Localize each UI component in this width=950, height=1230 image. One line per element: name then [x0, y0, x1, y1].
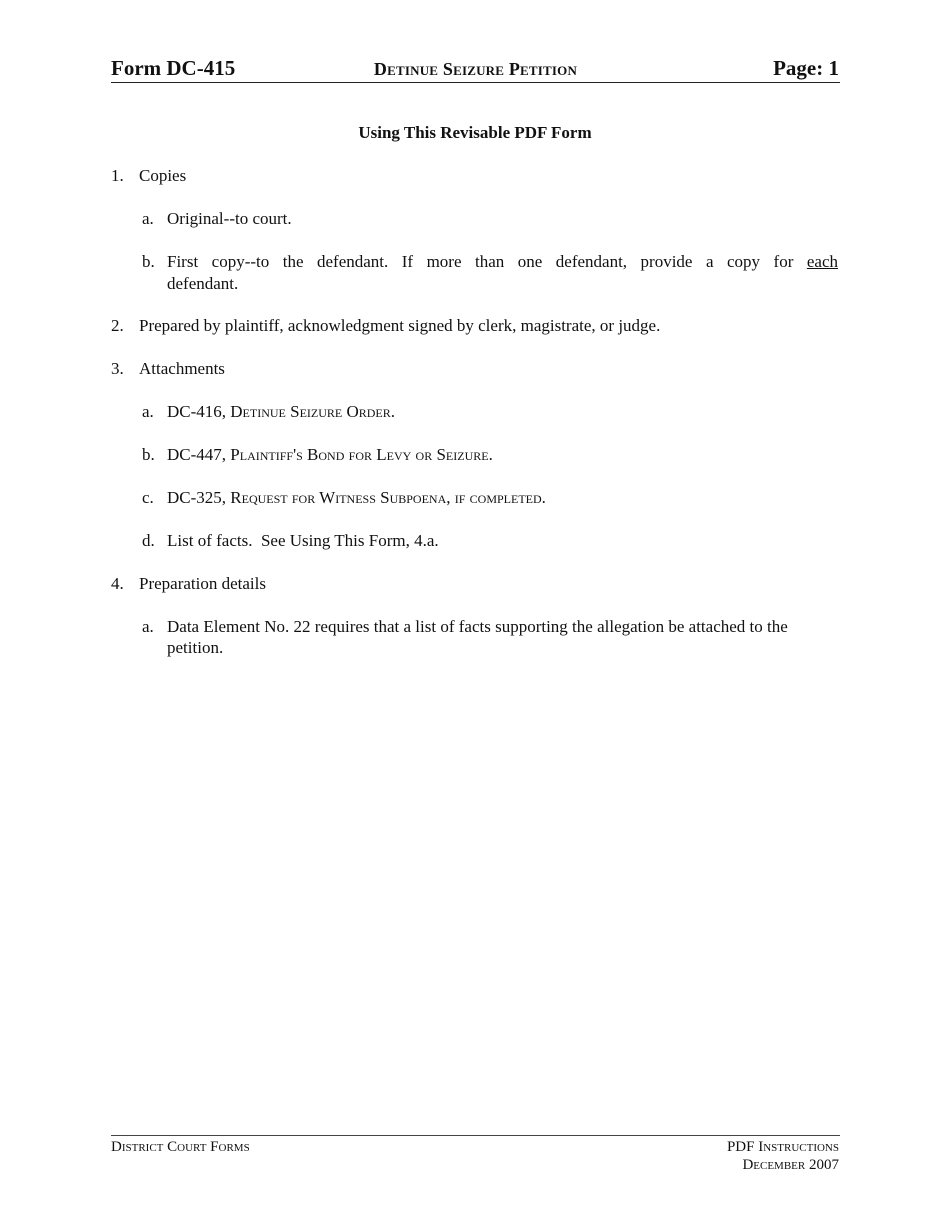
sublist-item-text: Original--to court. [167, 209, 292, 228]
attachment-item [167, 444, 493, 466]
attachment-item [167, 487, 546, 509]
page-number: Page: 1 [773, 56, 839, 80]
emphasis-underlined: each [806, 252, 838, 271]
form-code: DC-325, [167, 488, 227, 507]
form-code: DC-447, [167, 445, 227, 464]
sublist-item-text: List of facts. See Using This Form, 4.a. [167, 531, 439, 550]
form-title: Plaintiff's Bond for Levy or Seizure. [230, 445, 493, 464]
sublist-letter: a. [142, 617, 154, 636]
sublist-item-text-continued: petition. [167, 638, 224, 657]
footer-date: December 2007 [742, 1157, 839, 1173]
form-title: Request for Witness Subpoena, if completed. [230, 488, 546, 507]
sublist-letter: d. [142, 531, 155, 550]
copy-instruction-text: First copy--to the defendant. If more than one defendant, provide a copy for [167, 252, 794, 271]
list-item-label: Prepared by plaintiff, acknowledgment signed by clerk, magistrate, or judge. [139, 316, 661, 335]
list-item-label: Attachments [139, 359, 225, 378]
sublist-letter: c. [142, 488, 154, 507]
list-number: 1. [111, 166, 124, 185]
page-header [111, 56, 840, 83]
sublist-item-text: Data Element No. 22 requires that a list of facts supporting the allegation be attached to the [167, 617, 788, 636]
section-heading: Using This Revisable PDF Form [358, 123, 592, 142]
list-number: 4. [111, 574, 124, 593]
footer-divider [111, 1135, 840, 1136]
sublist-letter: b. [142, 252, 155, 271]
document-title: Detinue Seizure Petition [373, 59, 578, 79]
attachment-item [167, 401, 395, 423]
list-item-label: Copies [139, 166, 187, 185]
list-item-label: Preparation details [139, 574, 266, 593]
sublist-item-text [167, 251, 838, 273]
sublist-letter: b. [142, 445, 155, 464]
footer-right-line: PDF Instructions [726, 1139, 839, 1155]
footer-left-text: District Court Forms [111, 1139, 250, 1155]
form-title: Detinue Seizure Order. [230, 402, 396, 421]
sublist-letter: a. [142, 209, 154, 228]
footer-right-block [727, 1138, 839, 1174]
form-id: Form DC-415 [111, 56, 236, 80]
list-number: 3. [111, 359, 124, 378]
sublist-item-text-continued: defendant. [167, 274, 239, 293]
form-code: DC-416, [167, 402, 227, 421]
list-number: 2. [111, 316, 124, 335]
sublist-letter: a. [142, 402, 154, 421]
